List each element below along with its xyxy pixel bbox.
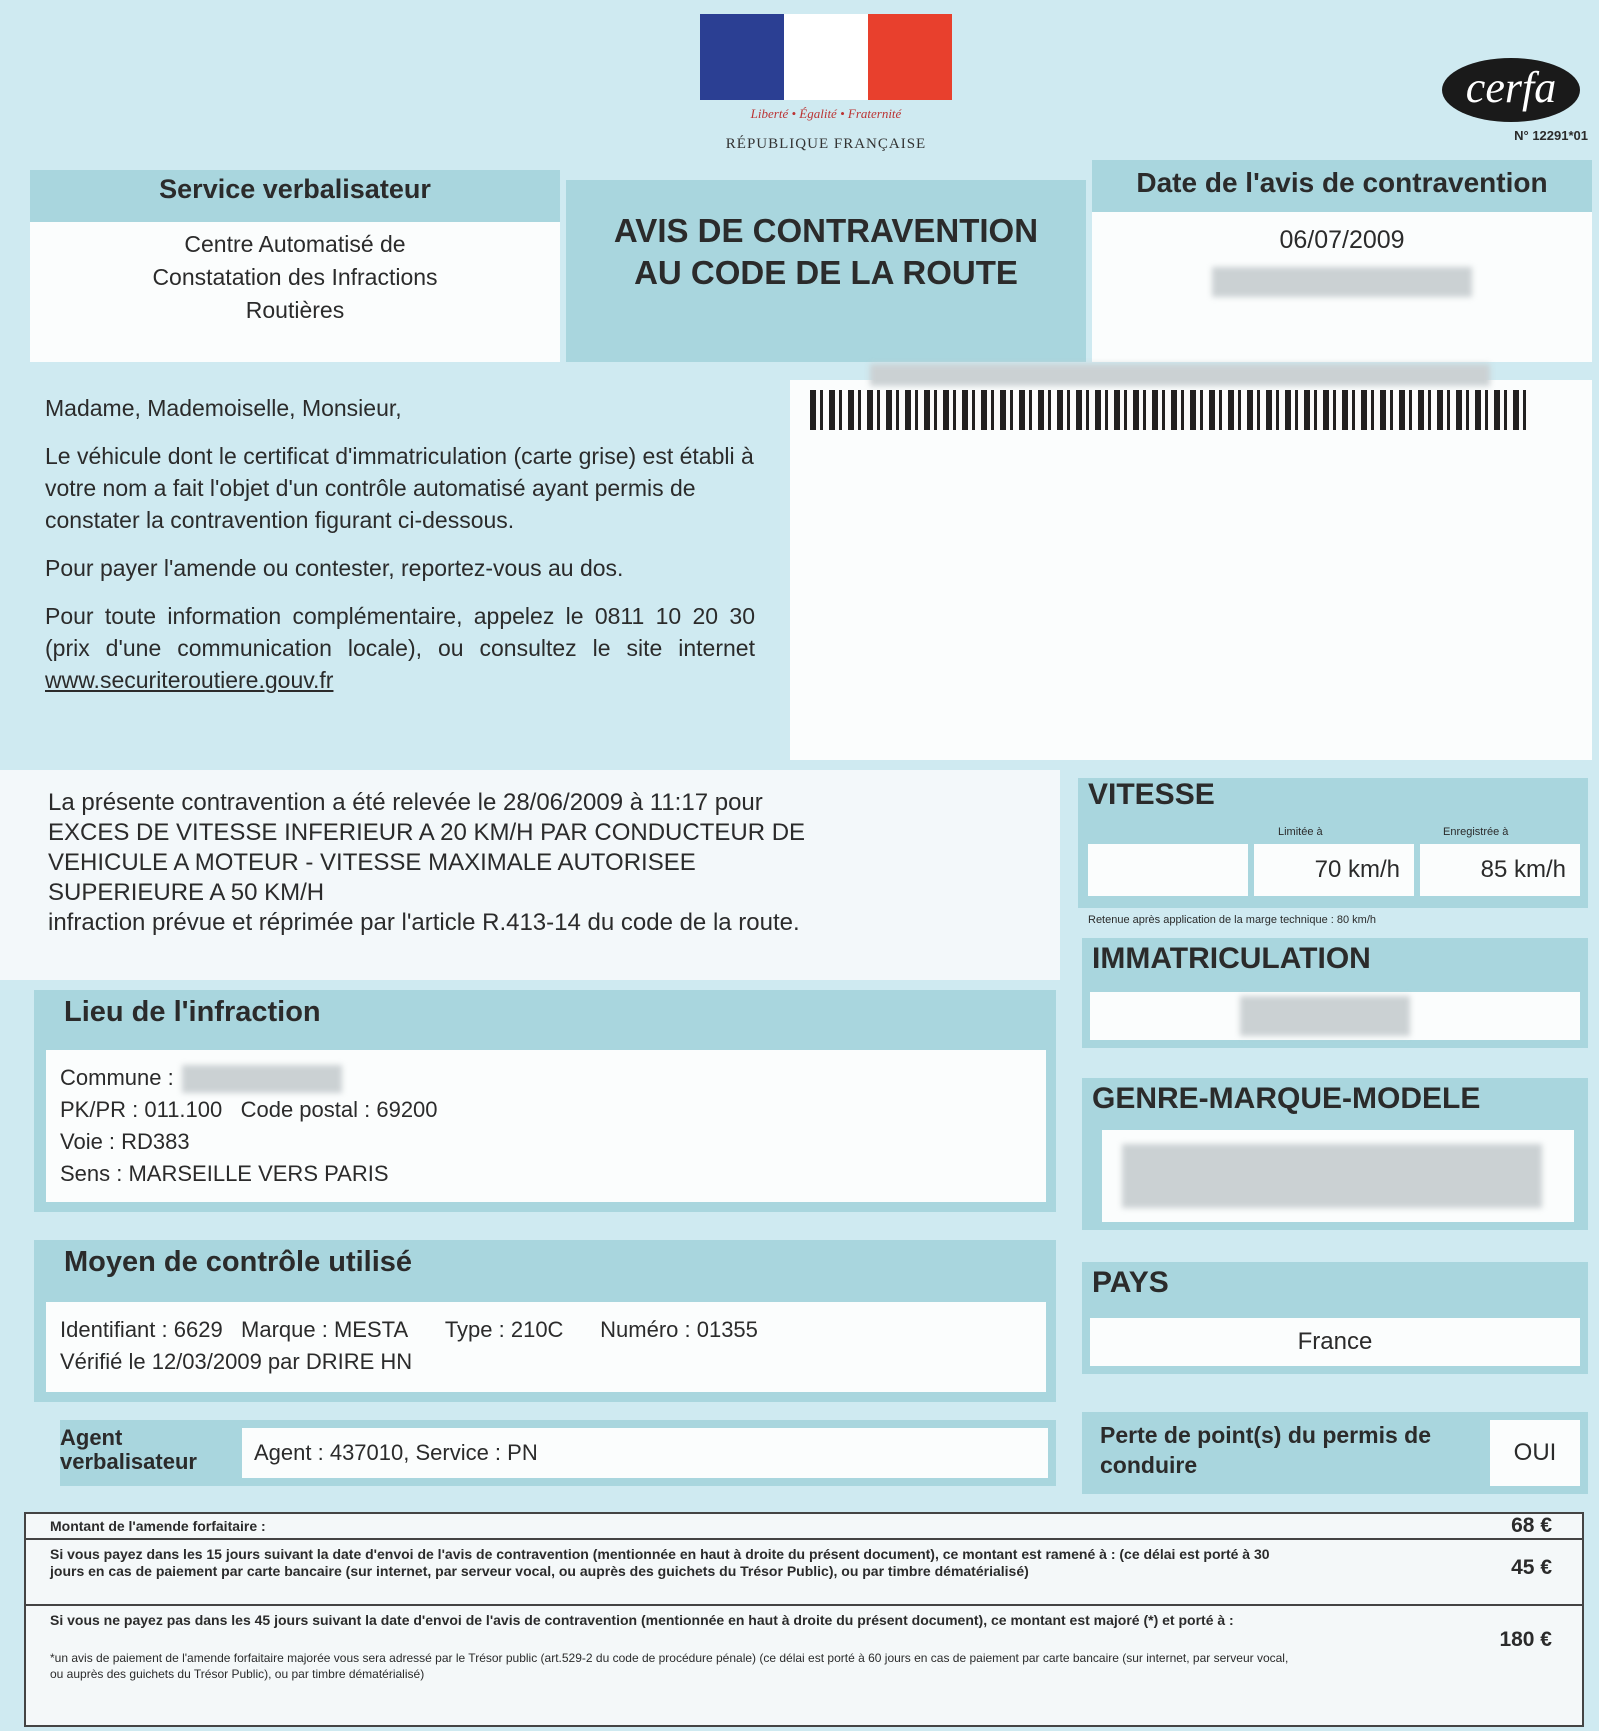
immatriculation-value-box xyxy=(1090,992,1580,1040)
vitesse-retained-note: Retenue après application de la marge technique : 80 km/h xyxy=(1088,914,1377,926)
cerfa-logo: cerfa xyxy=(1442,58,1580,122)
letter-paragraph-1: Le véhicule dont le certificat d'immatriculation (carte grise) est établi à votre nom a fait l'objet d'un contrôle automatisé ayant permis de constater la contravention figurant ci-dessous. xyxy=(45,443,754,533)
infraction-line-2: EXCES DE VITESSE INFERIEUR A 20 KM/H PAR CONDUCTEUR DE xyxy=(48,819,806,846)
amounts-row-3-amount: 180 € xyxy=(1499,1628,1552,1651)
moyen-section xyxy=(34,1240,1056,1402)
lieu-sens: Sens : MARSEILLE VERS PARIS xyxy=(60,1161,389,1186)
redacted-barcode-top xyxy=(870,364,1490,386)
lieu-commune-row xyxy=(60,1062,1046,1094)
points-value: OUI xyxy=(1490,1420,1580,1486)
barcode xyxy=(810,390,1530,430)
genre-title: GENRE-MARQUE-MODELE xyxy=(1092,1082,1481,1115)
logo-motto: Liberté • Égalité • Fraternité xyxy=(750,106,902,121)
service-line-2: Constatation des Infractions xyxy=(152,264,438,290)
amounts-row-1 xyxy=(26,1514,1582,1540)
moyen-numero: Numéro : 01355 xyxy=(600,1317,758,1342)
infraction-line-5: infraction prévue et réprimée par l'article R.413-14 du code de la route. xyxy=(48,909,800,936)
service-line-1: Centre Automatisé de xyxy=(184,231,406,257)
lieu-section xyxy=(34,990,1056,1212)
redacted-reference xyxy=(1212,267,1472,297)
lieu-code-postal: Code postal : 69200 xyxy=(240,1097,438,1122)
vitesse-section xyxy=(1078,778,1588,908)
vitesse-recorded-label: Enregistrée à xyxy=(1443,826,1509,838)
marianne-logo xyxy=(700,14,952,166)
agent-title: Agent verbalisateur xyxy=(60,1425,197,1474)
vitesse-limit-value: 70 km/h xyxy=(1254,844,1414,896)
title-line-1: AVIS DE CONTRAVENTION xyxy=(613,212,1039,249)
lieu-pk-row xyxy=(60,1094,1046,1126)
service-body xyxy=(30,222,560,362)
lieu-commune: Commune : xyxy=(60,1065,174,1090)
genre-section xyxy=(1082,1078,1588,1230)
moyen-row-1 xyxy=(60,1314,1046,1346)
amounts-row-1-amount: 68 € xyxy=(1511,1514,1552,1537)
amounts-row-3-note: *un avis de paiement de l'amende forfaitaire majorée vous sera adressé par le Trésor public (art.529-2 du code de procédure pénale) (ce délai est porté à 60 jours en cas de paiement par carte bancaire (sur internet, par serveur vocal, ou auprès des guichets du Trésor Public), ou par timbre dématérialisé) xyxy=(50,1651,1289,1681)
letter-paragraph-3-text: Pour toute information complémentaire, appelez le 0811 10 20 30 (prix d'une communication locale), ou consultez le site internet xyxy=(45,603,755,661)
amounts-table xyxy=(24,1512,1584,1727)
moyen-marque: Marque : MESTA xyxy=(241,1317,409,1342)
agent-value: Agent : 437010, Service : PN xyxy=(242,1428,1048,1478)
amounts-row-2-text: Si vous payez dans les 15 jours suivant la date d'envoi de l'avis de contravention (mentionnée en haut à droite du présent document), ce montant est ramené à : (ce délai est porté à 30 jours en cas de paiement par carte bancaire (sur internet, par serveur vocal, ou auprès des guichets du Trésor Public), ou par timbre dématérialisé) xyxy=(50,1546,1270,1579)
amounts-row-2 xyxy=(26,1540,1582,1606)
points-title: Perte de point(s) du permis de conduire xyxy=(1100,1422,1431,1478)
moyen-box xyxy=(46,1302,1046,1392)
amounts-row-3 xyxy=(26,1606,1582,1725)
letter-paragraph-2: Pour payer l'amende ou contester, reportez-vous au dos. xyxy=(45,555,624,581)
date-box xyxy=(1092,212,1592,362)
vitesse-empty-cell xyxy=(1088,844,1248,896)
lieu-voie: Voie : RD383 xyxy=(60,1129,190,1154)
letter-paragraph-3 xyxy=(45,600,755,696)
immatriculation-section xyxy=(1082,938,1588,1048)
lieu-box xyxy=(46,1050,1046,1202)
infraction-line-4: SUPERIEURE A 50 KM/H xyxy=(48,879,325,906)
redacted-model xyxy=(1122,1144,1542,1208)
infraction-description xyxy=(0,770,1060,980)
service-title: Service verbalisateur xyxy=(30,170,560,222)
vitesse-limit-label: Limitée à xyxy=(1278,826,1323,838)
infraction-line-3: VEHICULE A MOTEUR - VITESSE MAXIMALE AUTORISEE xyxy=(48,849,696,876)
logo-republic-label: RÉPUBLIQUE FRANÇAISE xyxy=(725,136,927,152)
pays-title: PAYS xyxy=(1092,1266,1169,1299)
cerfa-number: N° 12291*01 xyxy=(1514,128,1588,143)
moyen-identifiant: Identifiant : 6629 xyxy=(60,1317,223,1342)
amounts-row-3-text: Si vous ne payez pas dans les 45 jours suivant la date d'envoi de l'avis de contravention (mentionnée en haut à droite du présent document), ce montant est majoré (*) et porté à : xyxy=(50,1612,1234,1628)
moyen-verifie: Vérifié le 12/03/2009 par DRIRE HN xyxy=(60,1349,413,1374)
french-flag-icon xyxy=(700,14,952,100)
moyen-title: Moyen de contrôle utilisé xyxy=(64,1246,413,1278)
moyen-type: Type : 210C xyxy=(444,1317,564,1342)
pays-section xyxy=(1082,1262,1588,1374)
website-link[interactable]: www.securiteroutiere.gouv.fr xyxy=(45,667,334,693)
address-area xyxy=(790,380,1592,760)
document-title xyxy=(566,180,1086,362)
redacted-plate xyxy=(1240,996,1410,1036)
genre-value-box xyxy=(1102,1130,1574,1222)
infraction-line-1: La présente contravention a été relevée le 28/06/2009 à 11:17 pour xyxy=(48,789,763,816)
lieu-pkpr: PK/PR : 011.100 xyxy=(60,1097,223,1122)
date-value: 06/07/2009 xyxy=(1279,226,1405,254)
greeting: Madame, Mademoiselle, Monsieur, xyxy=(45,395,402,421)
redacted-commune xyxy=(182,1065,342,1093)
amounts-row-2-amount: 45 € xyxy=(1511,1556,1552,1579)
amounts-row-1-text: Montant de l'amende forfaitaire : xyxy=(50,1518,266,1534)
immatriculation-title: IMMATRICULATION xyxy=(1092,942,1371,975)
title-line-2: AU CODE DE LA ROUTE xyxy=(634,254,1018,291)
vitesse-recorded-value: 85 km/h xyxy=(1420,844,1580,896)
letter-body xyxy=(45,392,755,712)
date-title: Date de l'avis de contravention xyxy=(1092,160,1592,212)
service-line-3: Routières xyxy=(245,297,345,323)
vitesse-title: VITESSE xyxy=(1088,778,1215,811)
lieu-title: Lieu de l'infraction xyxy=(64,996,321,1028)
points-section xyxy=(1082,1412,1588,1494)
pays-value: France xyxy=(1090,1318,1580,1366)
agent-section xyxy=(60,1420,1056,1486)
